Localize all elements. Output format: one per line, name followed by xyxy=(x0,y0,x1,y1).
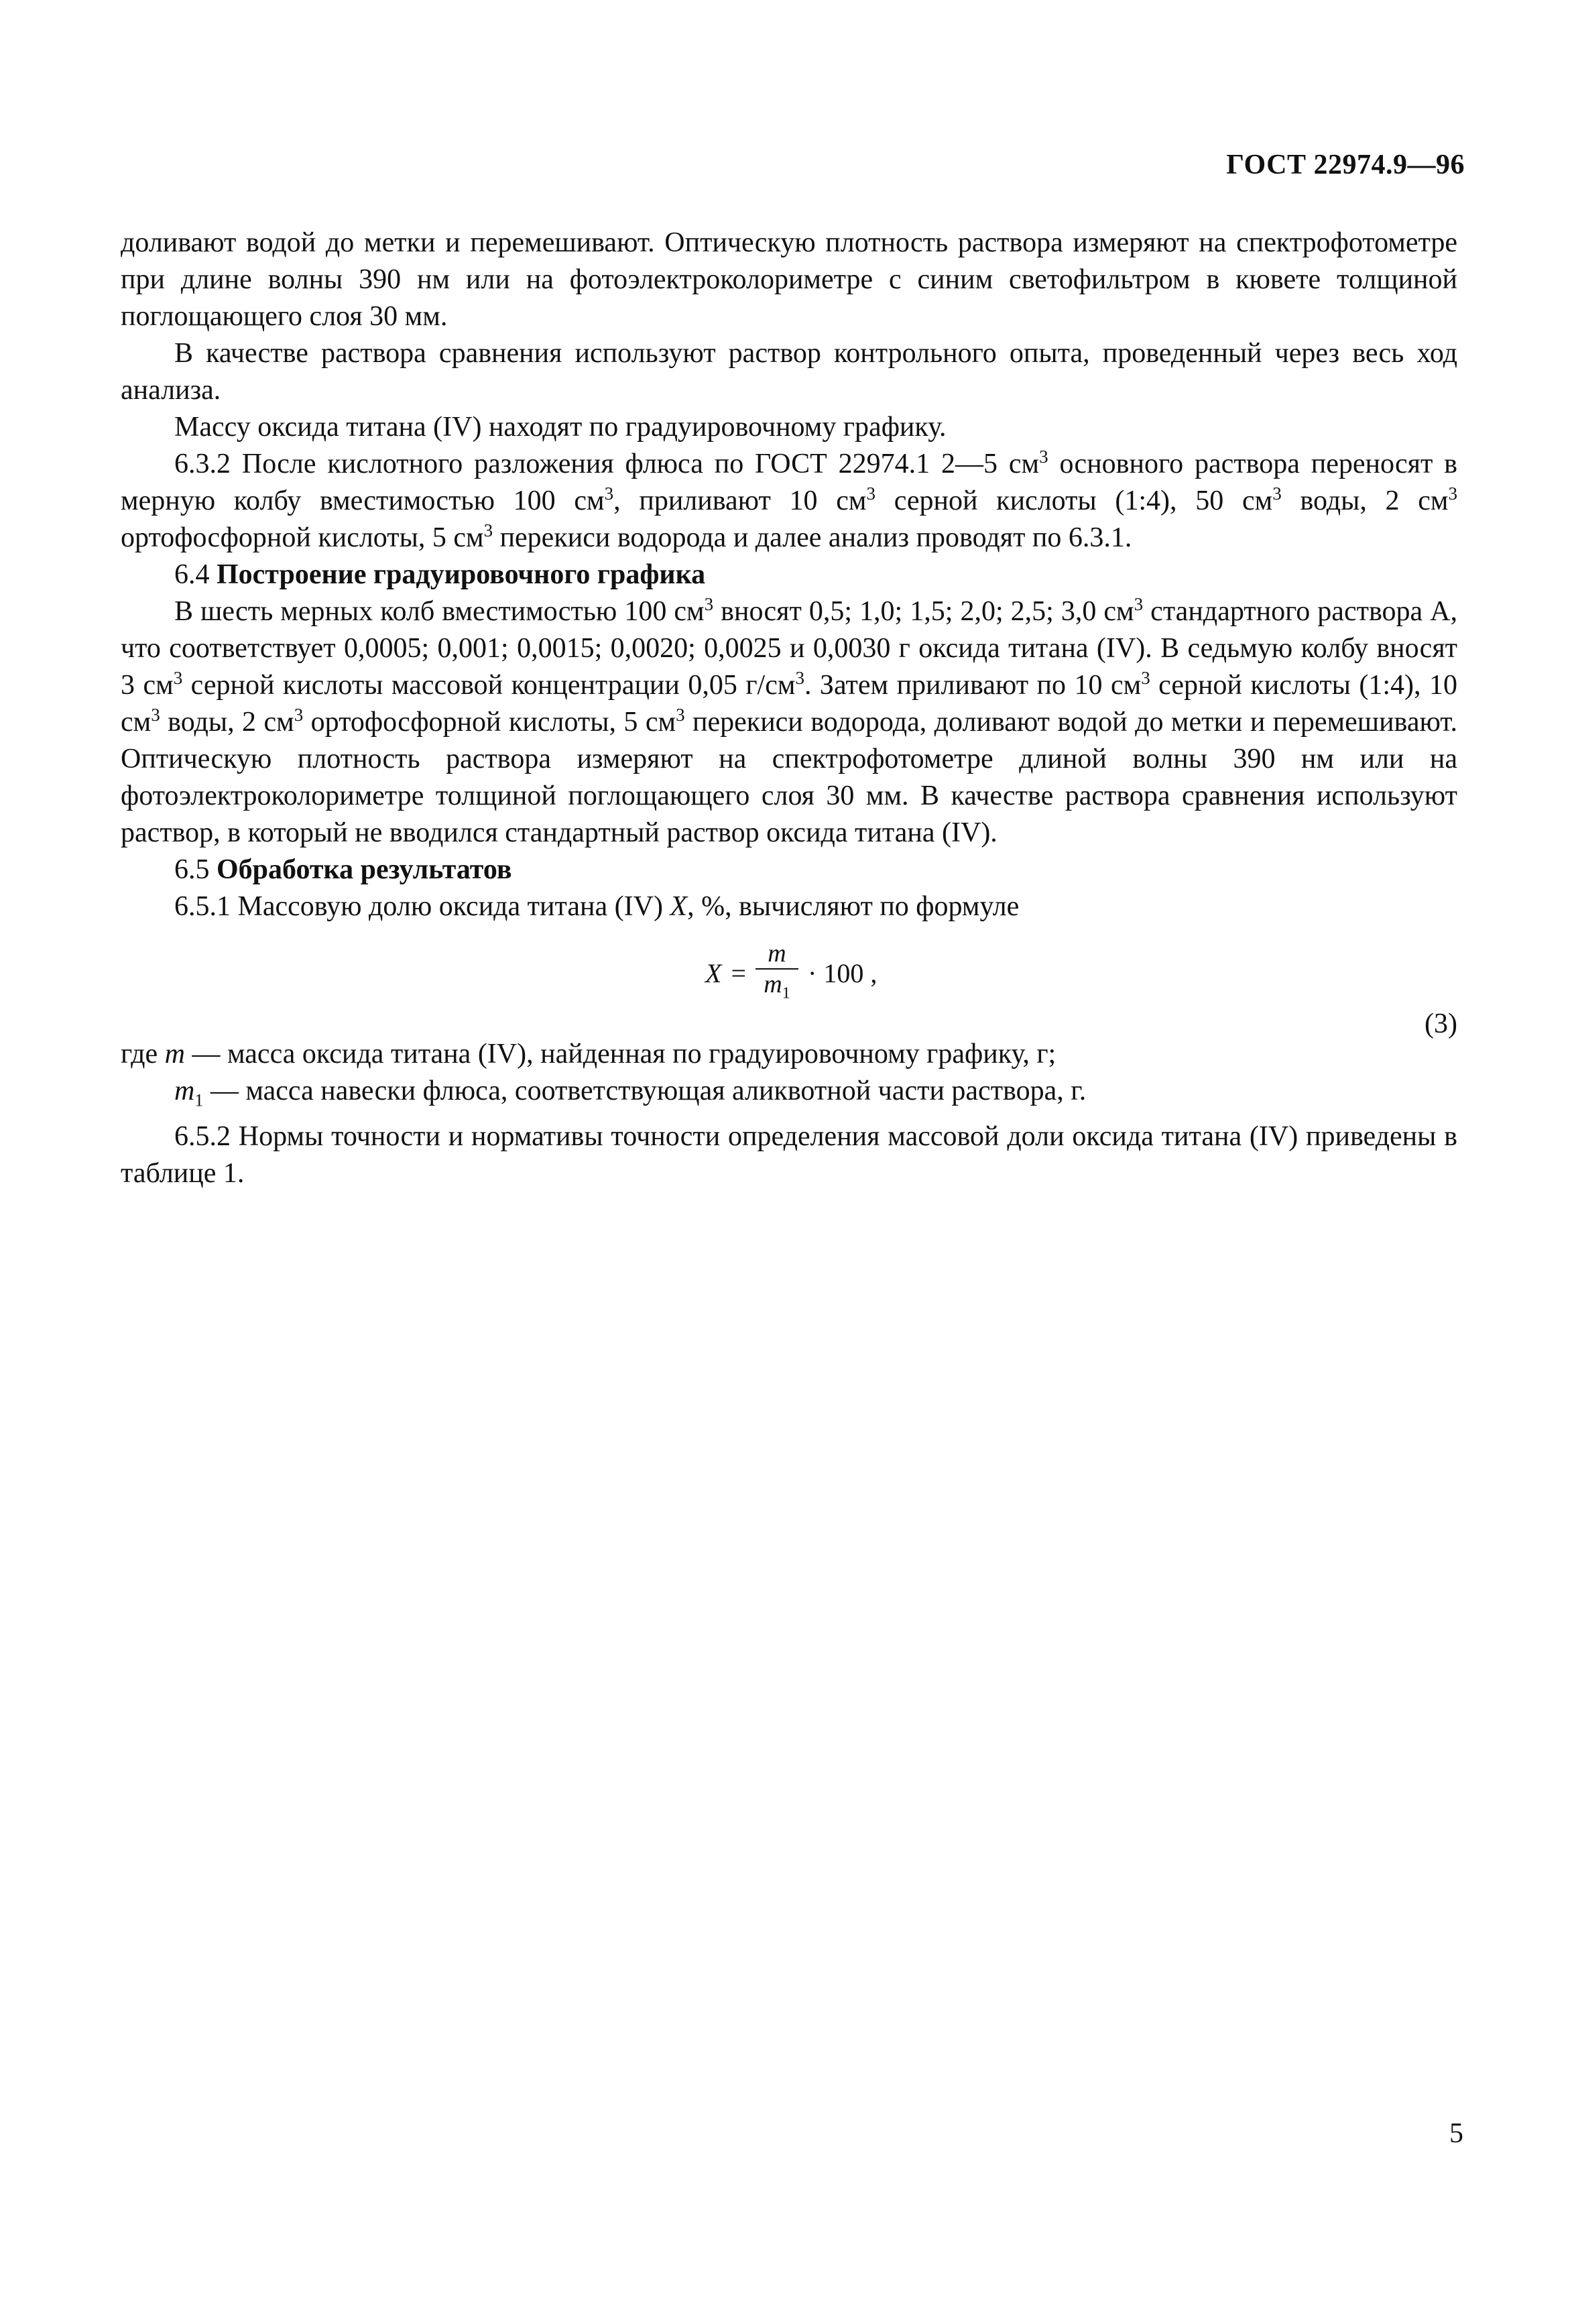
formula-fraction xyxy=(755,939,798,1008)
equation-number-row xyxy=(121,1006,1457,1039)
document-code: ГОСТ 22974.9—96 xyxy=(1226,150,1465,180)
paragraph-reference-solution: В качестве раствора сравнения используют раствор контрольного опыта, проведенный через весь ход анализа. xyxy=(121,338,1457,406)
paragraph-6-3-2: 6.3.2 После кислотного разложения флюса по ГОСТ 22974.1 2—5 $см^3$ основного раствора переносят в мерную колбу вместимостью 100 $см^3$, приливают 10 $см^3$ серной кислоты (1:4), 50 $см^3$ воды, 2 $см^3$ ортофосфорной кислоты, 5 $см^3$ перекиси водорода и далее анализ проводят по 6.3.1. xyxy=(121,447,1458,553)
formula-denominator: $m_1$ xyxy=(764,970,790,1002)
paragraph-mass-titanium: Массу оксида титана (IV) находят по градуировочному графику. xyxy=(174,412,947,443)
paragraph-6-5-1: 6.5.1 Массовую долю оксида титана (IV) X, %, вычисляют по формуле xyxy=(174,891,1020,922)
where-m1: $m_1$ — масса навески флюса, соответствующая аликвотной части раствора, г. xyxy=(174,1076,1087,1110)
formula-block xyxy=(121,939,1457,1006)
formula-equals: = xyxy=(731,958,746,989)
paragraph-calibration: В шесть мерных колб вместимостью 100 $см^3$ вносят 0,5; 1,0; 1,5; 2,0; 2,5; 3,0 $см^3$ стандартного раствора А, что соответствует 0,0005; 0,001; 0,0015; 0,0020; 0,0025 и 0,0030 г оксида титана (IV). В седьмую колбу вносят 3 $см^3$ серной кислоты массовой концентрации 0,05 $г/см^3$. Затем приливают по 10 $см^3$ серной кислоты (1:4), 10 $см^3$ воды, 2 $см^3$ ортофосфорной кислоты, 5 $см^3$ перекиси водорода, доливают водой до метки и перемешивают. Оптическую плотность раствора измеряют на спектрофотометре длиной волны 390 нм или на фотоэлектроколориметре толщиной поглощающего слоя 30 мм. В качестве раствора сравнения используют раствор, в который не вводился стандартный раствор оксида титана (IV). xyxy=(121,594,1458,848)
where-m: где m — масса оксида титана (IV), найденная по градуировочному графику, г; xyxy=(121,1039,1056,1069)
formula-lhs: X xyxy=(705,958,722,989)
formula-numerator: m xyxy=(768,939,786,968)
page-body xyxy=(121,225,1457,1192)
section-heading-6-5: 6.5 Обработка результатов xyxy=(174,854,512,885)
section-heading-6-4: 6.4 Построение градуировочного графика xyxy=(174,559,706,590)
equation-number: (3) xyxy=(1425,1008,1457,1039)
paragraph-continuation: доливают водой до метки и перемешивают. Оптическую плотность раствора измеряют на спектрофотометре при длине волны 390 нм или на фотоэлектроколориметре с синим светофильтром в кювете толщиной поглощающего слоя 30 мм. xyxy=(121,227,1457,332)
formula xyxy=(705,939,877,1008)
formula-multiplier: · 100 , xyxy=(808,958,878,989)
paragraph-6-5-2: 6.5.2 Нормы точности и нормативы точности определения массовой доли оксида титана (IV) приведены в таблице 1. xyxy=(121,1121,1457,1189)
page-number: 5 xyxy=(1449,2118,1463,2149)
